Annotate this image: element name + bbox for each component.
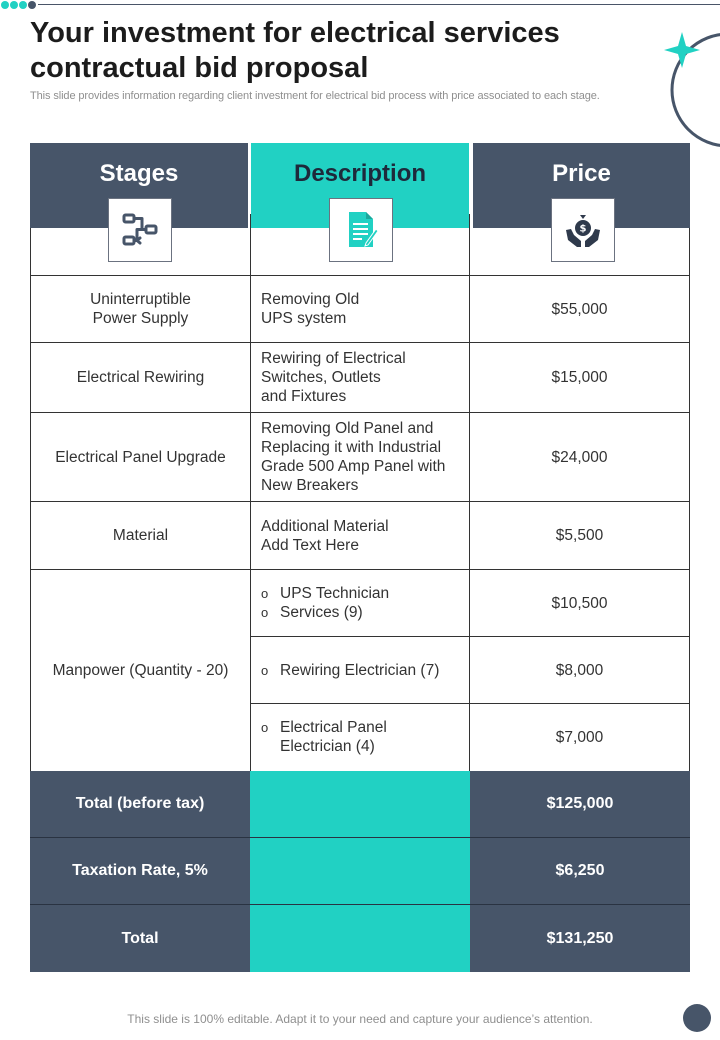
price-cell	[470, 502, 689, 569]
grand-total-value: $131,250	[546, 929, 614, 947]
price-cell	[470, 343, 689, 412]
list-item	[261, 718, 387, 737]
description-text: Electrical Panel	[280, 719, 387, 736]
grand-total-label: Total	[121, 929, 159, 947]
list-item	[261, 661, 439, 680]
price-text: $55,000	[551, 300, 608, 318]
decorative-corner-dot	[683, 1004, 711, 1032]
price-text: $10,500	[551, 594, 608, 612]
total-before-tax-value: $125,000	[546, 795, 614, 812]
page-subtitle: This slide provides information regarding client investment for electrical bid process with price associated to each stage.	[30, 90, 600, 102]
decorative-top-line	[38, 4, 720, 5]
header-stages-label: Stages	[99, 160, 179, 187]
stage-text: Electrical Panel Upgrade	[55, 448, 226, 466]
list-item	[261, 603, 389, 622]
price-cell	[470, 413, 689, 501]
price-cell	[470, 704, 689, 770]
bullet-list	[261, 584, 389, 622]
stage-cell	[31, 502, 250, 569]
description-cell	[251, 637, 469, 703]
price-text: $8,000	[555, 661, 604, 679]
stage-cell	[31, 413, 250, 501]
list-item	[261, 737, 387, 756]
list-item	[261, 584, 389, 603]
description-text: Removing Old Panel and Replacing it with Industrial Grade 500 Amp Panel with New Breakers	[261, 420, 446, 494]
price-text: $5,500	[555, 527, 604, 544]
price-text: $7,000	[555, 728, 604, 746]
stage-text: Manpower (Quantity - 20)	[52, 661, 229, 679]
description-text: Removing Old UPS system	[261, 291, 360, 327]
price-cell	[470, 637, 689, 703]
money-bag-hands-icon	[551, 198, 615, 262]
description-cell	[251, 502, 469, 569]
bullet-list	[261, 718, 387, 756]
description-text: Additional Material Add Text Here	[261, 517, 389, 554]
svg-text:$: $	[579, 223, 587, 235]
page-title: Your investment for electrical services contractual bid proposal	[30, 17, 560, 84]
price-cell	[470, 570, 689, 636]
taxation-rate-label: Taxation Rate, 5%	[72, 862, 208, 879]
stage-cell	[31, 276, 250, 342]
price-text: $15,000	[551, 369, 608, 386]
totals-description-column	[250, 771, 470, 972]
description-cell	[251, 276, 469, 342]
taxation-rate-value: $6,250	[555, 862, 605, 879]
description-text: Rewiring Electrician (7)	[280, 661, 440, 679]
description-cell	[251, 704, 469, 770]
bullet-glyph: o	[261, 662, 269, 678]
header-price-label: Price	[552, 160, 611, 187]
description-cell	[251, 570, 469, 636]
stage-text: Uninterruptible Power Supply	[90, 291, 191, 327]
description-text: Rewiring of Electrical Switches, Outlets and Fixtures	[261, 350, 406, 405]
description-cell	[251, 413, 469, 501]
header-description-label: Description	[293, 160, 427, 187]
description-text: Services (9)	[280, 604, 363, 621]
bullet-glyph: o	[261, 605, 269, 620]
description-text: UPS Technician	[280, 585, 390, 602]
description-cell	[251, 343, 469, 412]
price-cell	[470, 276, 689, 342]
star-icon	[660, 28, 704, 72]
decorative-dots	[0, 0, 40, 10]
flowchart-icon	[108, 198, 172, 262]
stage-cell	[31, 570, 250, 770]
stage-text: Electrical Rewiring	[76, 369, 205, 386]
document-pen-icon	[329, 198, 393, 262]
total-before-tax-label: Total (before tax)	[75, 795, 205, 812]
bullet-glyph: o	[261, 720, 269, 735]
stage-text: Material	[112, 527, 169, 544]
stage-cell	[31, 343, 250, 412]
footer-note: This slide is 100% editable. Adapt it to your need and capture your audience’s attention.	[127, 1012, 593, 1026]
price-text: $24,000	[551, 448, 608, 466]
description-text: Electrician (4)	[280, 738, 375, 755]
bullet-glyph: o	[261, 586, 269, 601]
